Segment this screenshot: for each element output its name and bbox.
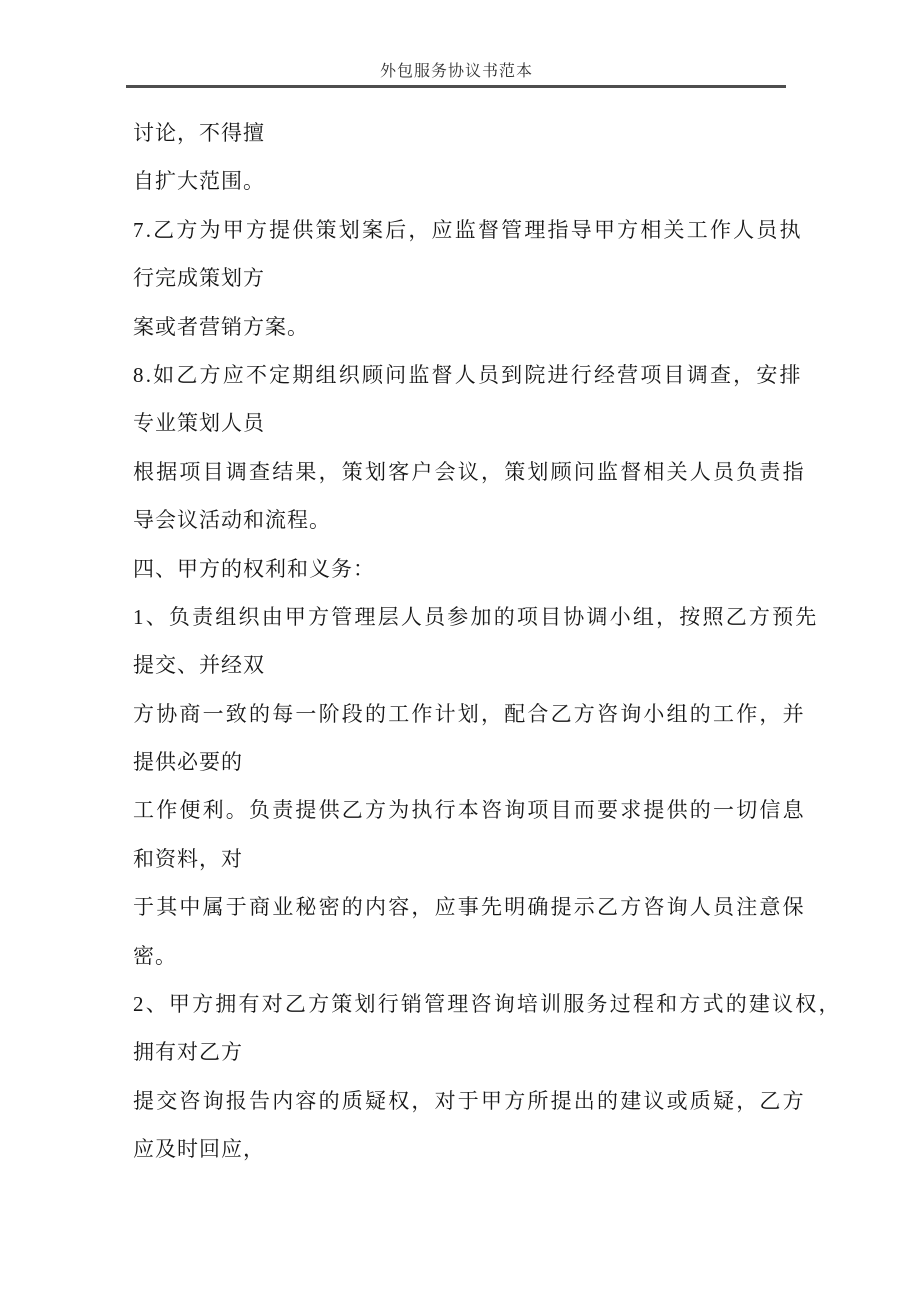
text-line: 提交、并经双 — [133, 653, 265, 678]
text-line: 1、负责组织由甲方管理层人员参加的项目协调小组，按照乙方预先 — [133, 604, 819, 629]
text-line: 提供必要的 — [133, 750, 243, 775]
text-line: 根据项目调查结果，策划客户会议，策划顾问监督相关人员负责指 — [133, 459, 806, 484]
text-line: 2、甲方拥有对乙方策划行销管理咨询培训服务过程和方式的建议权， — [133, 992, 842, 1017]
text-line: 8.如乙方应不定期组织顾问监督人员到院进行经营项目调查，安排 — [133, 362, 803, 387]
text-line: 和资料，对 — [133, 846, 243, 871]
text-line: 自扩大范围。 — [133, 169, 265, 194]
text-line: 密。 — [133, 943, 177, 968]
document-body — [133, 109, 842, 1174]
text-line: 提交咨询报告内容的质疑权，对于甲方所提出的建议或质疑，乙方 — [133, 1088, 806, 1113]
text-line: 方协商一致的每一阶段的工作计划，配合乙方咨询小组的工作，并 — [133, 701, 806, 726]
text-line: 行完成策划方 — [133, 266, 265, 291]
document-header-title: 外包服务协议书范本 — [379, 63, 533, 80]
text-line: 应及时回应， — [133, 1137, 265, 1162]
text-line: 导会议活动和流程。 — [133, 508, 331, 533]
text-line: 四、甲方的权利和义务： — [133, 556, 375, 581]
text-line: 案或者营销方案。 — [133, 314, 309, 339]
text-line: 讨论，不得擅 — [133, 121, 265, 145]
text-line: 7.乙方为甲方提供策划案后，应监督管理指导甲方相关工作人员执 — [133, 217, 803, 242]
header-rule — [126, 85, 786, 88]
text-line: 拥有对乙方 — [133, 1040, 243, 1065]
text-line: 工作便利。负责提供乙方为执行本咨询项目而要求提供的一切信息 — [133, 798, 806, 823]
text-line: 专业策划人员 — [133, 411, 265, 436]
text-line: 于其中属于商业秘密的内容，应事先明确提示乙方咨询人员注意保 — [133, 895, 806, 920]
